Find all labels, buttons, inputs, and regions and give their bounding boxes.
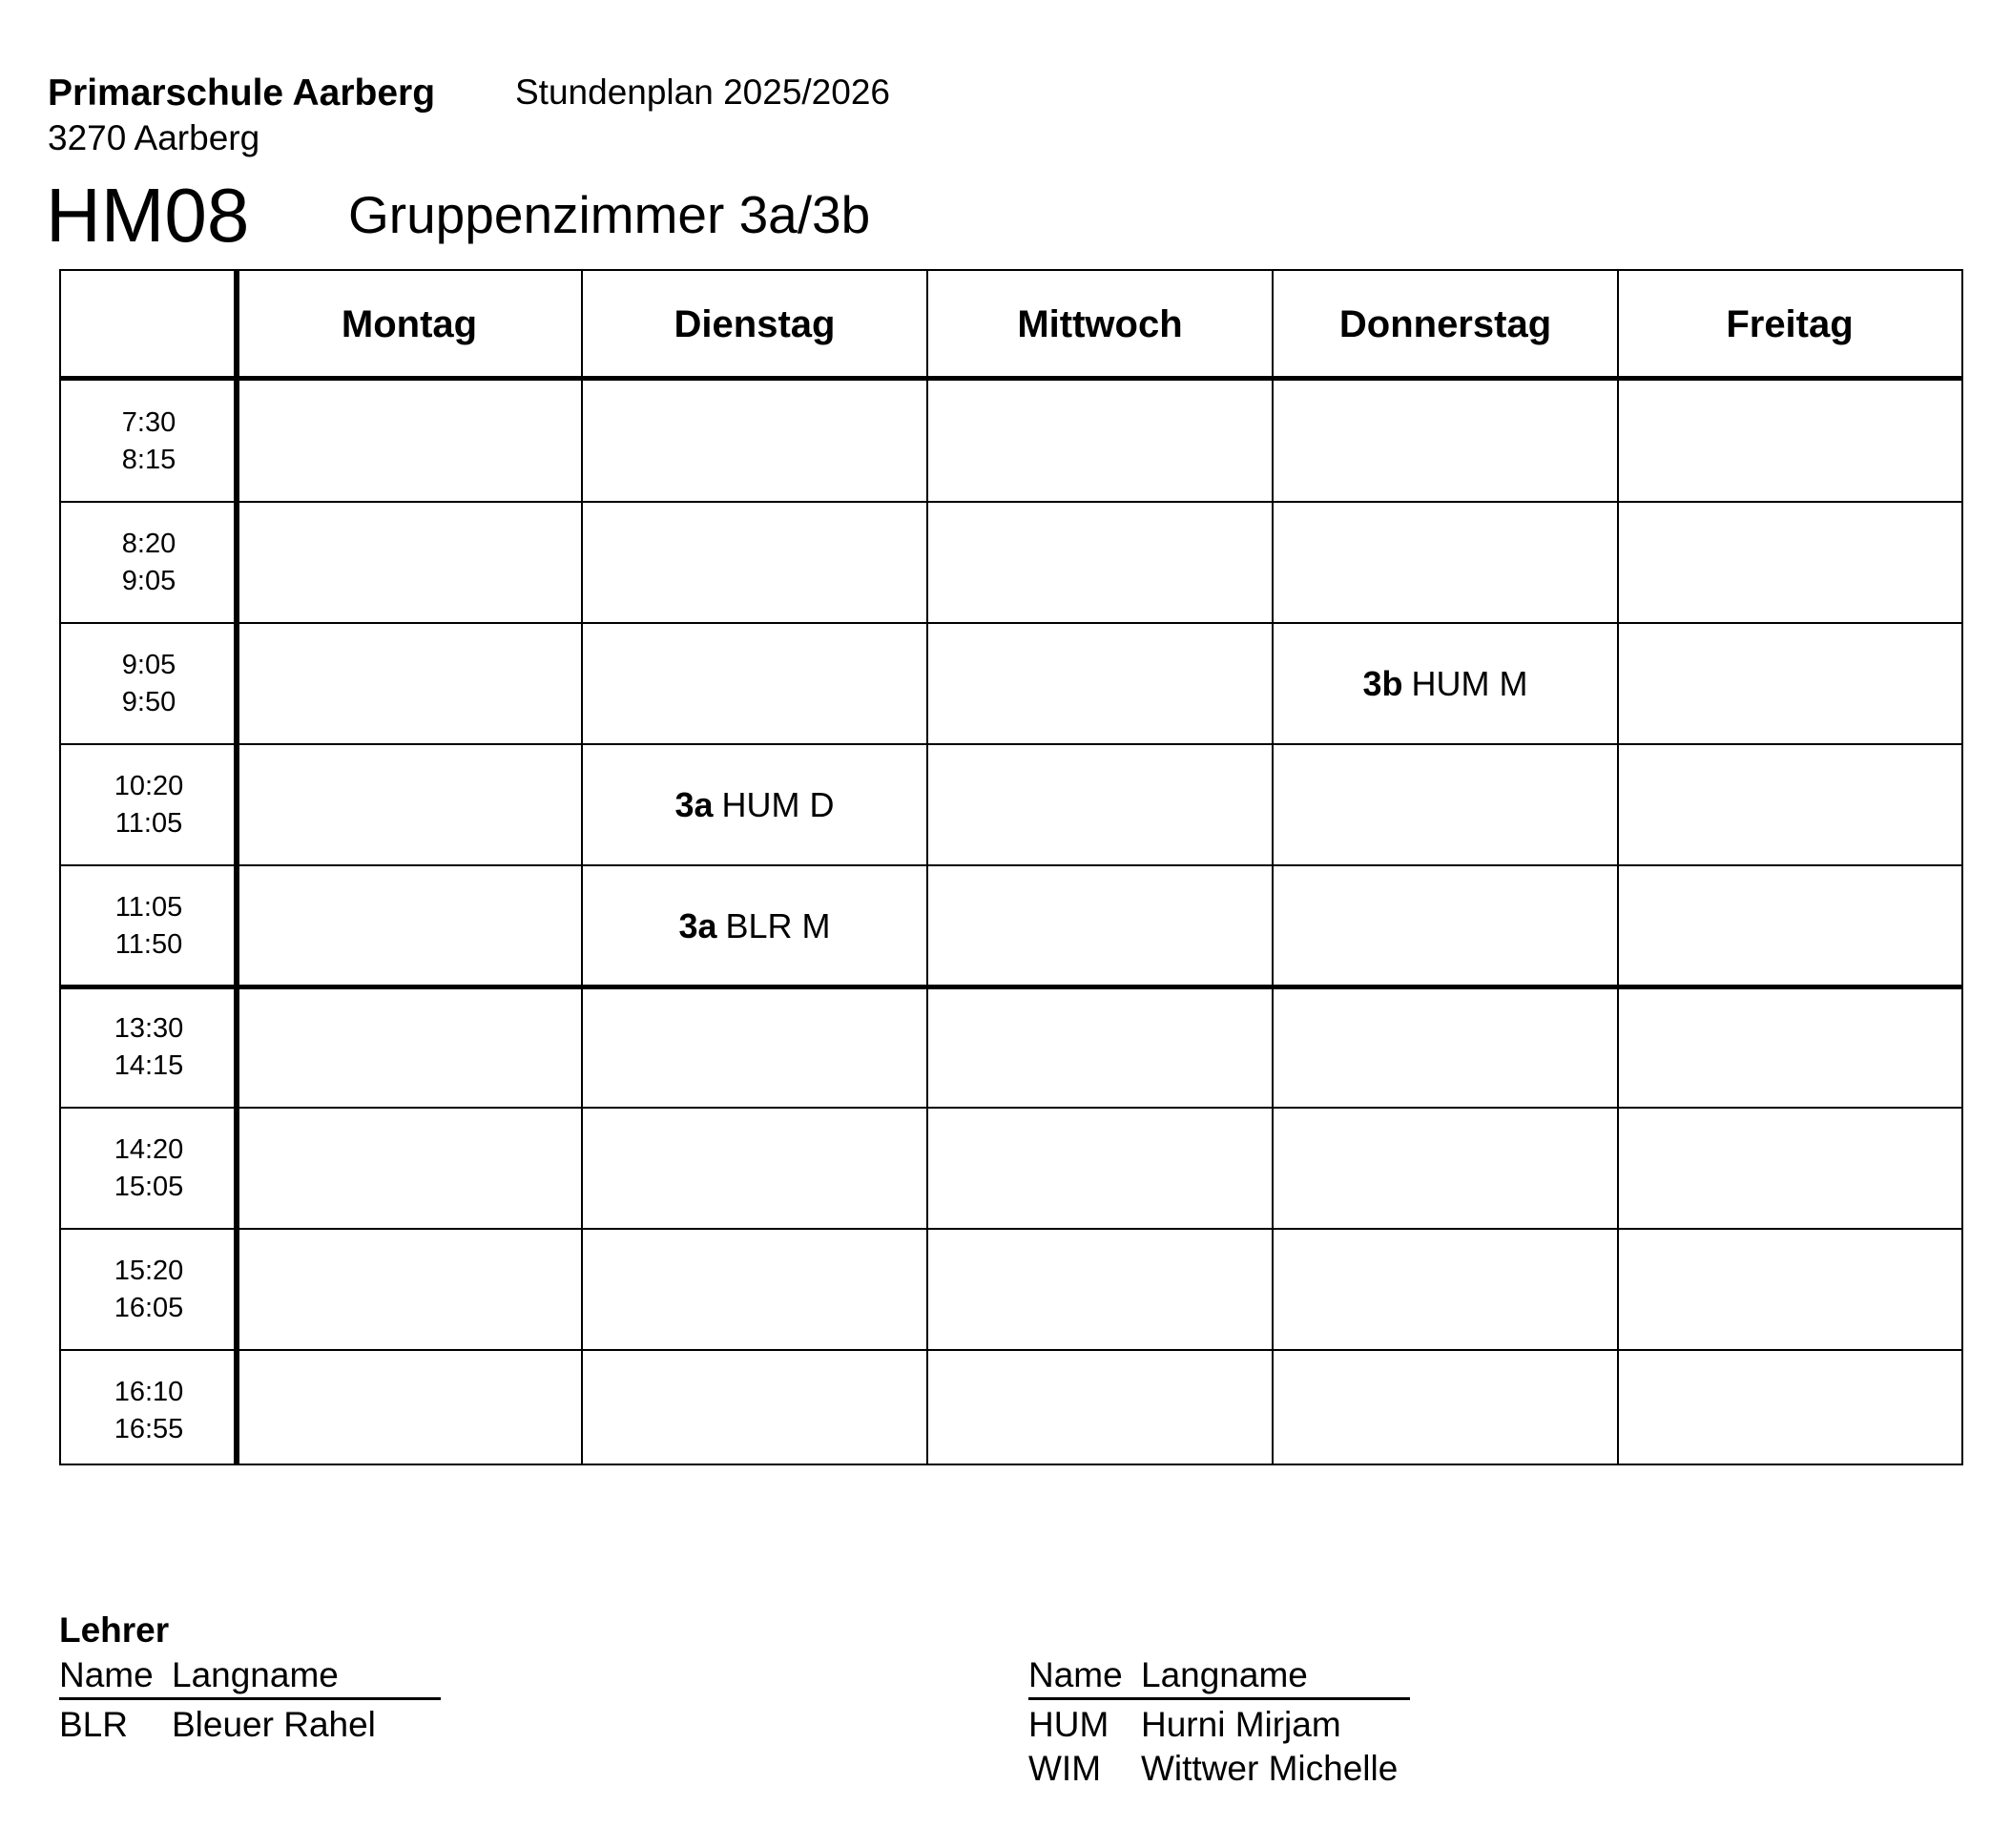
- grid-row-divider: [61, 1349, 1961, 1351]
- time-slot: [61, 744, 237, 865]
- lesson-class: 3b: [1362, 663, 1403, 703]
- grid-row-divider: [61, 622, 1961, 624]
- teacher-row: [1028, 1705, 1341, 1745]
- time-start: 10:20: [114, 770, 184, 801]
- time-end: 9:50: [121, 686, 176, 717]
- time-start: 16:10: [114, 1376, 184, 1407]
- teacher-row: [59, 1705, 376, 1745]
- day-header-freitag: Freitag: [1726, 302, 1854, 345]
- legend-header-left: [59, 1655, 441, 1700]
- time-end: 8:15: [121, 444, 176, 475]
- lesson-details: HUM M: [1411, 663, 1528, 703]
- teacher-abbr: BLR: [59, 1705, 128, 1744]
- lesson-details: BLR M: [725, 905, 831, 945]
- lunch-break-divider: [61, 985, 1961, 989]
- school-address: 3270 Aarberg: [48, 118, 260, 157]
- time-start: 11:05: [114, 891, 183, 923]
- time-slot: [61, 1229, 237, 1350]
- grid-row-divider: [61, 743, 1961, 745]
- time-end: 15:05: [114, 1171, 184, 1202]
- time-slot: [61, 986, 237, 1108]
- timetable-grid: [59, 269, 1963, 1465]
- time-slot: [61, 1108, 237, 1229]
- grid-column-divider: [1617, 271, 1619, 1464]
- legend-title: Lehrer: [59, 1610, 170, 1650]
- grid-row-divider: [61, 501, 1961, 503]
- time-start: 15:20: [114, 1255, 184, 1286]
- lesson-class: 3a: [674, 784, 714, 824]
- room-code: HM08: [46, 173, 250, 258]
- time-end: 11:50: [114, 928, 183, 960]
- lesson-details: HUM D: [721, 784, 835, 824]
- time-slot: [61, 381, 237, 502]
- time-end: 16:05: [114, 1292, 184, 1323]
- legend-header-right: [1028, 1655, 1410, 1700]
- school-name: Primarschule Aarberg: [48, 73, 436, 114]
- legend-col-langname: Langname: [172, 1655, 339, 1694]
- room-name: Gruppenzimmer 3a/3b: [348, 185, 871, 244]
- day-header-montag: Montag: [341, 302, 478, 345]
- time-end: 14:15: [114, 1049, 184, 1081]
- time-start: 7:30: [121, 406, 176, 438]
- time-slot: [61, 1350, 237, 1471]
- day-header-mittwoch: Mittwoch: [1017, 302, 1183, 345]
- time-slot: [61, 623, 237, 744]
- grid-row-divider: [61, 864, 1961, 866]
- time-end: 11:05: [114, 807, 183, 839]
- legend-col-name: Name: [59, 1655, 154, 1694]
- time-start: 13:30: [114, 1012, 184, 1044]
- teacher-abbr: WIM: [1028, 1749, 1102, 1788]
- day-header-dienstag: Dienstag: [674, 302, 836, 345]
- grid-row-divider: [61, 1228, 1961, 1230]
- teacher-abbr: HUM: [1028, 1705, 1109, 1744]
- time-slot: [61, 865, 237, 986]
- day-header-donnerstag: Donnerstag: [1338, 302, 1552, 345]
- time-end: 16:55: [114, 1413, 184, 1444]
- grid-row-divider: [61, 1107, 1961, 1109]
- lesson-entry: [582, 744, 927, 865]
- time-end: 9:05: [121, 565, 176, 596]
- time-start: 8:20: [121, 528, 176, 559]
- lesson-entry: [1273, 623, 1618, 744]
- time-start: 14:20: [114, 1133, 184, 1165]
- lesson-entry: [582, 865, 927, 986]
- lesson-class: 3a: [678, 905, 717, 945]
- time-start: 9:05: [121, 649, 176, 680]
- time-slot: [61, 502, 237, 623]
- plan-title: Stundenplan 2025/2026: [515, 73, 890, 112]
- legend-col-name: Name: [1028, 1655, 1123, 1694]
- teacher-name: Wittwer Michelle: [1141, 1749, 1399, 1788]
- legend-col-langname: Langname: [1141, 1655, 1308, 1694]
- teacher-name: Bleuer Rahel: [172, 1705, 376, 1744]
- teacher-name: Hurni Mirjam: [1141, 1705, 1341, 1744]
- teacher-row: [1028, 1749, 1398, 1789]
- grid-column-divider: [1272, 271, 1274, 1464]
